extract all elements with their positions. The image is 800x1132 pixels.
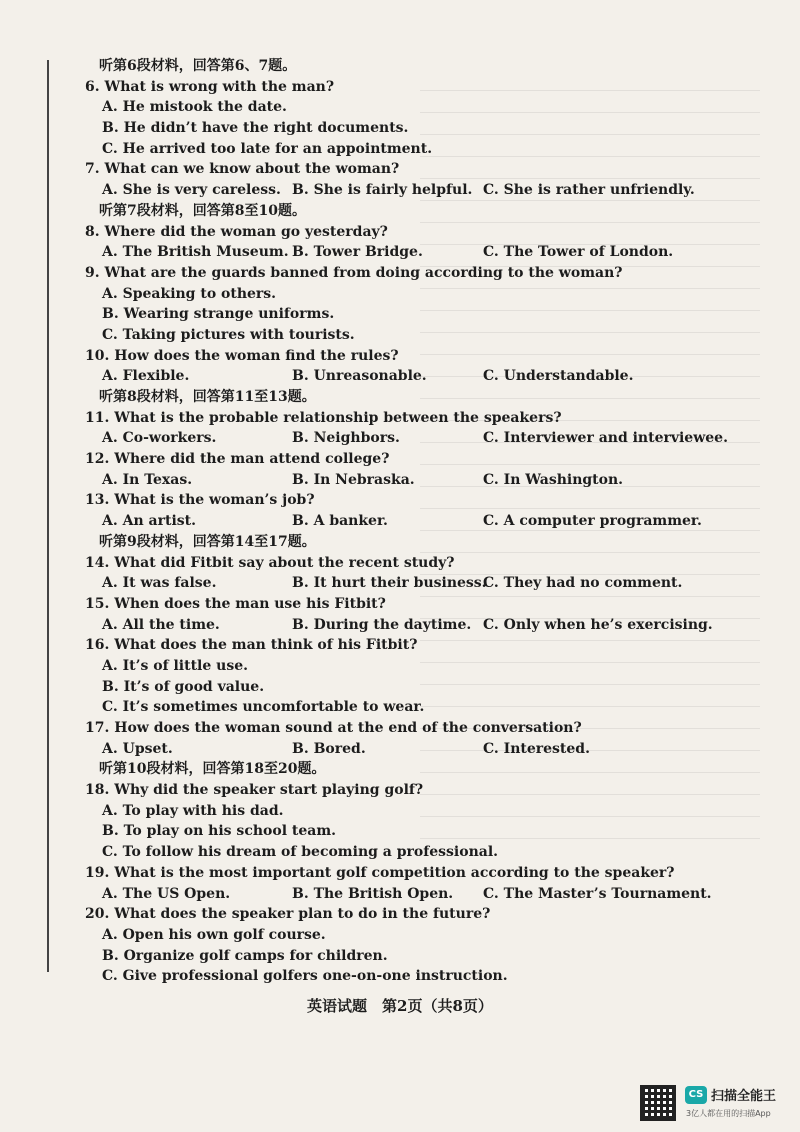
answer-option: B. Organize golf camps for children. xyxy=(102,947,388,964)
answer-option: C. She is rather unfriendly. xyxy=(483,182,695,199)
margin-line xyxy=(47,60,49,972)
answer-option: C. Interviewer and interviewee. xyxy=(483,430,728,447)
answer-option: C. The Tower of London. xyxy=(483,244,674,261)
section-instruction: 听第7段材料，回答第8至10题。 xyxy=(99,202,306,219)
question-stem: 8. Where did the woman go yesterday? xyxy=(85,223,388,240)
question-stem: 6. What is wrong with the man? xyxy=(85,78,335,95)
qr-code-icon xyxy=(640,1085,676,1121)
answer-option: C. Only when he’s exercising. xyxy=(483,616,713,633)
option-row xyxy=(85,884,785,905)
answer-option: B. Wearing strange uniforms. xyxy=(102,306,335,323)
answer-option: B. It hurt their business. xyxy=(292,575,487,592)
answer-option: A. Flexible. xyxy=(102,368,190,385)
section-instruction: 听第6段材料，回答第6、7题。 xyxy=(99,58,297,74)
answer-option: A. Upset. xyxy=(102,740,173,757)
answer-option: C. It’s sometimes uncomfortable to wear. xyxy=(102,699,425,716)
answer-option: A. Open his own golf course. xyxy=(102,926,326,943)
answer-option: C. They had no comment. xyxy=(483,575,683,592)
option-row xyxy=(85,739,785,760)
question-stem: 18. Why did the speaker start playing golf? xyxy=(85,782,424,799)
answer-option: C. Taking pictures with tourists. xyxy=(102,326,355,343)
question-stem: 10. How does the woman find the rules? xyxy=(85,347,399,364)
answer-option: C. He arrived too late for an appointment. xyxy=(102,140,433,157)
answer-option: C. The Master’s Tournament. xyxy=(483,885,712,902)
answer-option: A. She is very careless. xyxy=(102,182,281,199)
answer-option: A. An artist. xyxy=(102,513,196,530)
answer-option: A. All the time. xyxy=(102,616,220,633)
answer-option: C. To follow his dream of becoming a professional. xyxy=(102,844,499,861)
answer-option: C. Understandable. xyxy=(483,368,634,385)
answer-option: B. In Nebraska. xyxy=(292,471,415,488)
answer-option: C. In Washington. xyxy=(483,471,624,488)
option-row xyxy=(85,428,785,449)
answer-option: A. The British Museum. xyxy=(102,244,289,261)
answer-option: A. To play with his dad. xyxy=(102,802,284,819)
answer-option: B. Unreasonable. xyxy=(292,368,427,385)
page-footer: 英语试题 第2页（共8页） xyxy=(307,997,493,1015)
question-stem: 19. What is the most important golf competition according to the speaker? xyxy=(85,864,675,881)
answer-option: B. He didn’t have the right documents. xyxy=(102,120,409,137)
camscanner-logo-icon: CS xyxy=(685,1086,707,1104)
question-stem: 16. What does the man think of his Fitbit? xyxy=(85,637,418,654)
answer-option: C. Give professional golfers one-on-one instruction. xyxy=(102,968,508,985)
question-list xyxy=(85,56,785,987)
option-row xyxy=(85,470,785,491)
answer-option: B. It’s of good value. xyxy=(102,678,265,695)
question-stem: 12. Where did the man attend college? xyxy=(85,451,390,468)
answer-option: A. It was false. xyxy=(102,575,217,592)
section-instruction: 听第9段材料，回答第14至17题。 xyxy=(99,533,316,550)
option-row xyxy=(85,511,785,532)
question-stem: 14. What did Fitbit say about the recent study? xyxy=(85,554,455,571)
answer-option: A. In Texas. xyxy=(102,471,193,488)
option-row xyxy=(85,366,785,387)
answer-option: A. He mistook the date. xyxy=(102,99,287,116)
question-stem: 11. What is the probable relationship between the speakers? xyxy=(85,409,562,426)
option-row xyxy=(85,242,785,263)
answer-option: B. Bored. xyxy=(292,740,366,757)
answer-option: B. The British Open. xyxy=(292,885,454,902)
answer-option: B. She is fairly helpful. xyxy=(292,182,473,199)
answer-option: A. Co-workers. xyxy=(102,430,217,447)
answer-option: A. Speaking to others. xyxy=(102,285,277,302)
camscanner-tagline: 3亿人都在用的扫描App xyxy=(686,1109,771,1118)
answer-option: B. To play on his school team. xyxy=(102,823,337,840)
answer-option: C. Interested. xyxy=(483,740,590,757)
answer-option: C. A computer programmer. xyxy=(483,513,702,530)
answer-option: B. Neighbors. xyxy=(292,430,400,447)
option-row xyxy=(85,180,785,201)
option-row xyxy=(85,615,785,636)
answer-option: B. A banker. xyxy=(292,513,388,530)
option-row xyxy=(85,573,785,594)
answer-option: B. During the daytime. xyxy=(292,616,472,633)
answer-option: B. Tower Bridge. xyxy=(292,244,423,261)
question-stem: 15. When does the man use his Fitbit? xyxy=(85,595,386,612)
question-stem: 17. How does the woman sound at the end of the conversation? xyxy=(85,720,582,736)
section-instruction: 听第10段材料，回答第18至20题。 xyxy=(99,761,326,778)
question-stem: 9. What are the guards banned from doing according to the woman? xyxy=(85,264,623,281)
answer-option: A. The US Open. xyxy=(102,885,231,902)
answer-option: A. It’s of little use. xyxy=(102,657,249,674)
question-stem: 7. What can we know about the woman? xyxy=(85,161,400,178)
section-instruction: 听第8段材料，回答第11至13题。 xyxy=(99,389,316,405)
camscanner-brand-name: 扫描全能王 xyxy=(711,1089,777,1104)
question-stem: 20. What does the speaker plan to do in the future? xyxy=(85,906,491,923)
question-stem: 13. What is the woman’s job? xyxy=(85,492,315,509)
